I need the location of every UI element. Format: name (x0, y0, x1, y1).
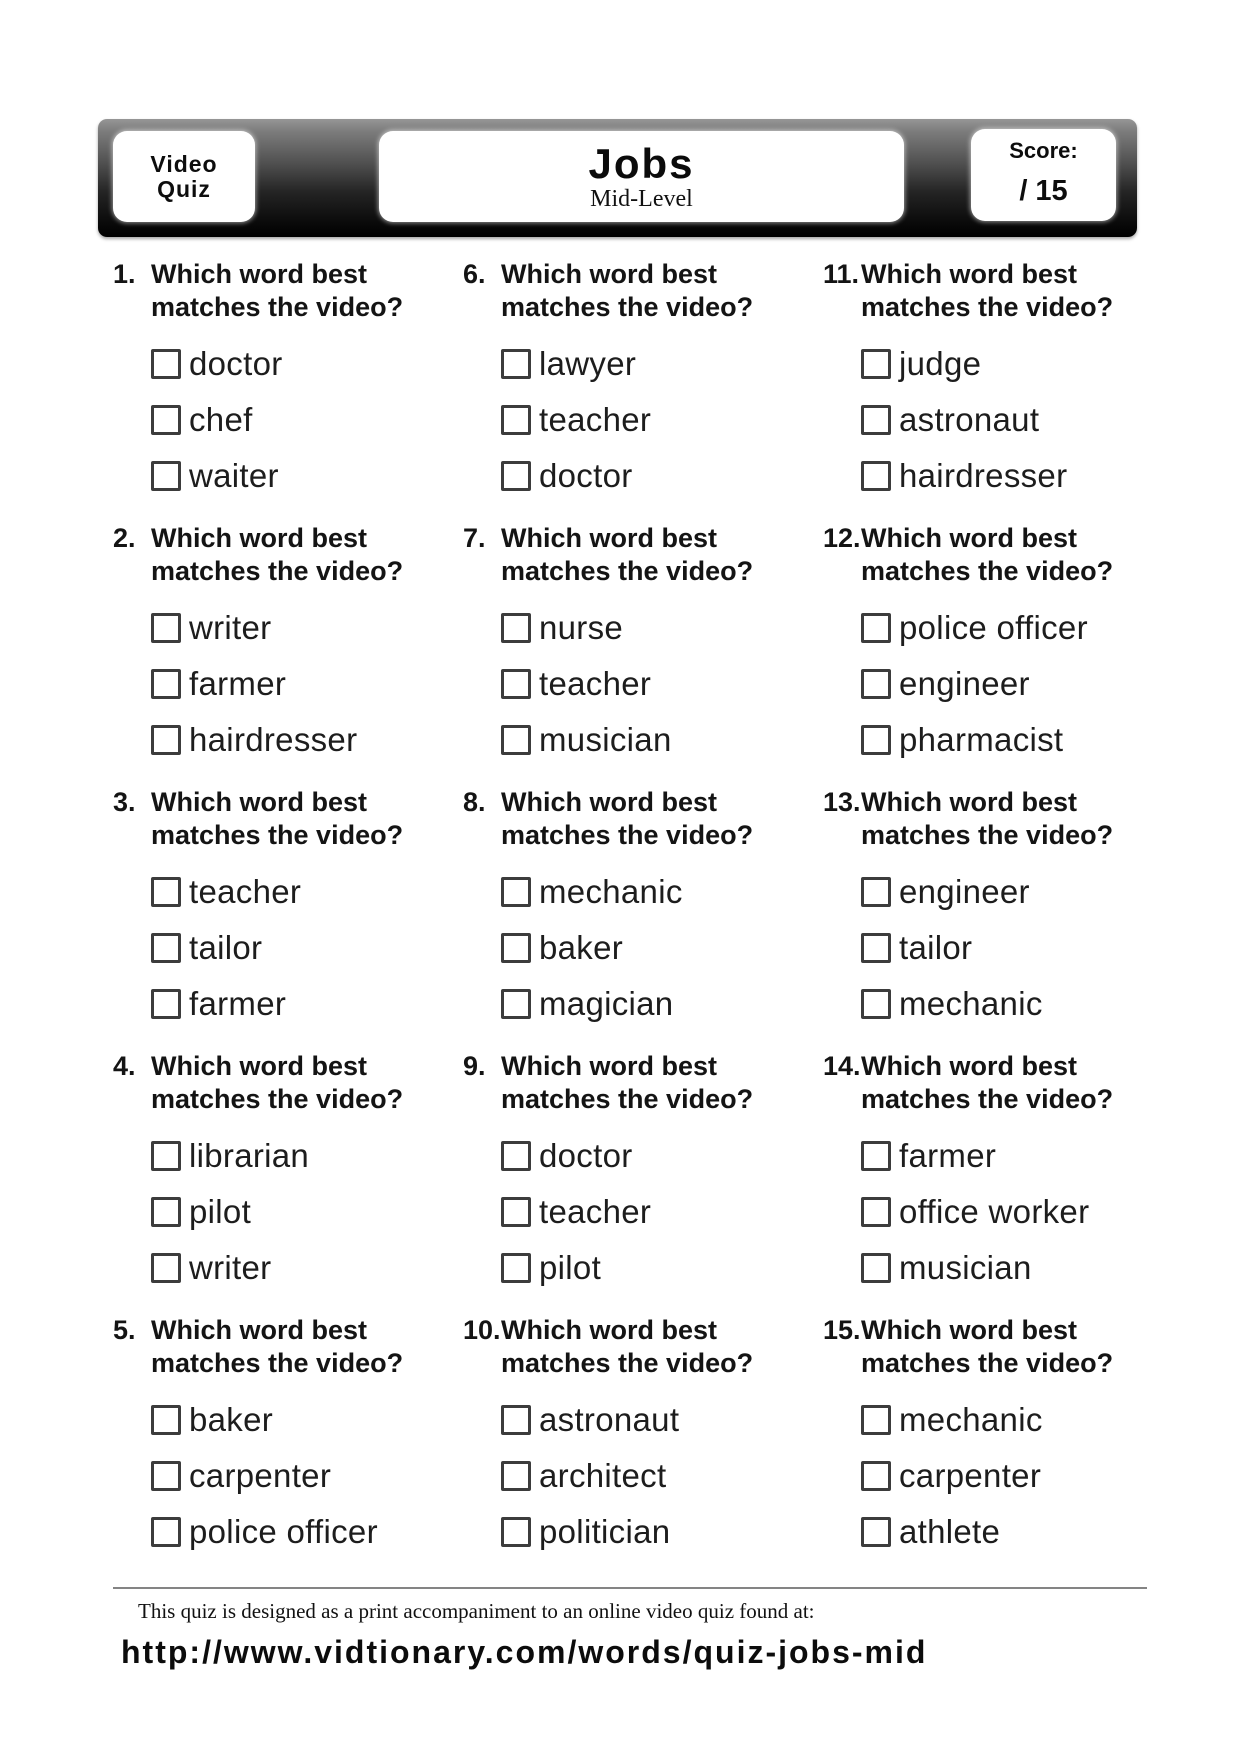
option-label: office worker (899, 1193, 1090, 1230)
options-list (501, 610, 798, 758)
question-prompt-line1: Which word best (861, 1315, 1077, 1345)
option-label: architect (539, 1457, 667, 1494)
option-label: musician (539, 721, 672, 758)
question-prompt (861, 1314, 1158, 1380)
option-label: tailor (899, 929, 973, 966)
option-checkbox[interactable] (861, 1253, 891, 1283)
option-row (861, 346, 1158, 382)
question-prompt-line2: matches the video? (151, 1084, 404, 1114)
option-checkbox[interactable] (861, 989, 891, 1019)
question-header (463, 786, 798, 852)
option-row (151, 722, 448, 758)
option-row (501, 930, 798, 966)
option-checkbox[interactable] (151, 1253, 181, 1283)
question-prompt (501, 786, 798, 852)
option-row (501, 1194, 798, 1230)
question-number: 12. (823, 523, 861, 553)
option-checkbox[interactable] (151, 669, 181, 699)
option-label: hairdresser (189, 721, 358, 758)
option-checkbox[interactable] (861, 1141, 891, 1171)
option-checkbox[interactable] (151, 725, 181, 755)
options-list (501, 1402, 798, 1550)
option-label: pilot (189, 1193, 252, 1230)
option-label: teacher (539, 401, 652, 438)
option-checkbox[interactable] (501, 669, 531, 699)
option-row (861, 986, 1158, 1022)
question-header (823, 522, 1158, 588)
option-row (501, 1514, 798, 1550)
question-prompt-line2: matches the video? (151, 1348, 404, 1378)
question-number: 5. (113, 1315, 136, 1345)
option-label: carpenter (899, 1457, 1042, 1494)
option-row (501, 610, 798, 646)
question-prompt-line2: matches the video? (861, 1084, 1114, 1114)
option-row (151, 874, 448, 910)
question-prompt (151, 1314, 448, 1380)
question-header (113, 1314, 448, 1380)
question-block-7 (463, 522, 798, 778)
option-label: waiter (189, 457, 279, 494)
question-block-6 (463, 258, 798, 514)
option-label: astronaut (899, 401, 1040, 438)
question-prompt (861, 1050, 1158, 1116)
option-checkbox[interactable] (861, 1405, 891, 1435)
question-prompt-line2: matches the video? (501, 292, 754, 322)
options-list (151, 1138, 448, 1286)
option-row (861, 1138, 1158, 1174)
question-number: 2. (113, 523, 136, 553)
option-checkbox[interactable] (861, 933, 891, 963)
footer-url: http://www.vidtionary.com/words/quiz-jobs-mid (121, 1634, 928, 1670)
question-block-4 (113, 1050, 448, 1306)
option-row (861, 1250, 1158, 1286)
option-checkbox[interactable] (501, 1197, 531, 1227)
option-checkbox[interactable] (861, 725, 891, 755)
option-label: writer (189, 609, 272, 646)
question-header (823, 1314, 1158, 1380)
question-prompt (151, 258, 448, 324)
option-row (501, 666, 798, 702)
option-label: pilot (539, 1249, 602, 1286)
option-checkbox[interactable] (501, 461, 531, 491)
option-label: carpenter (189, 1457, 332, 1494)
option-label: farmer (189, 985, 287, 1022)
question-number: 14. (823, 1051, 861, 1081)
option-checkbox[interactable] (151, 933, 181, 963)
question-block-2 (113, 522, 448, 778)
options-list (501, 1138, 798, 1286)
options-list (861, 874, 1158, 1022)
option-checkbox[interactable] (151, 613, 181, 643)
option-label: musician (899, 1249, 1032, 1286)
option-checkbox[interactable] (151, 461, 181, 491)
option-checkbox[interactable] (151, 405, 181, 435)
option-label: farmer (189, 665, 287, 702)
option-checkbox[interactable] (501, 349, 531, 379)
option-label: farmer (899, 1137, 997, 1174)
option-row (151, 1250, 448, 1286)
question-prompt-line1: Which word best (501, 259, 717, 289)
question-block-11 (823, 258, 1158, 514)
question-number: 8. (463, 787, 486, 817)
question-prompt-line2: matches the video? (861, 292, 1114, 322)
question-prompt-line1: Which word best (151, 1315, 367, 1345)
score-box (971, 129, 1116, 221)
question-prompt-line1: Which word best (861, 1051, 1077, 1081)
option-checkbox[interactable] (861, 349, 891, 379)
question-prompt (151, 786, 448, 852)
question-header (113, 258, 448, 324)
option-row (861, 458, 1158, 494)
question-header (463, 258, 798, 324)
option-checkbox[interactable] (501, 1253, 531, 1283)
question-prompt-line1: Which word best (151, 787, 367, 817)
option-row (861, 1402, 1158, 1438)
question-prompt (151, 522, 448, 588)
question-prompt (861, 258, 1158, 324)
question-number: 10. (463, 1315, 501, 1345)
option-checkbox[interactable] (861, 613, 891, 643)
question-block-12 (823, 522, 1158, 778)
options-list (861, 1402, 1158, 1550)
question-prompt-line2: matches the video? (151, 556, 404, 586)
options-list (861, 346, 1158, 494)
question-prompt (861, 522, 1158, 588)
option-checkbox[interactable] (501, 725, 531, 755)
question-prompt-line2: matches the video? (861, 820, 1114, 850)
option-checkbox[interactable] (151, 1141, 181, 1171)
option-checkbox[interactable] (861, 877, 891, 907)
question-prompt-line1: Which word best (501, 523, 717, 553)
option-row (501, 986, 798, 1022)
question-prompt-line2: matches the video? (861, 1348, 1114, 1378)
option-label: mechanic (899, 985, 1043, 1022)
options-list (151, 610, 448, 758)
quiz-title-box (379, 131, 904, 222)
question-prompt-line1: Which word best (861, 787, 1077, 817)
options-list (501, 346, 798, 494)
question-header (823, 1050, 1158, 1116)
question-number: 9. (463, 1051, 486, 1081)
question-prompt-line2: matches the video? (151, 820, 404, 850)
option-row (151, 1458, 448, 1494)
option-row (151, 1402, 448, 1438)
question-prompt-line1: Which word best (151, 523, 367, 553)
score-value: / 15 (1019, 175, 1068, 207)
option-row (151, 1138, 448, 1174)
option-label: police officer (899, 609, 1088, 646)
option-checkbox[interactable] (501, 1517, 531, 1547)
option-label: librarian (189, 1137, 310, 1174)
option-label: baker (189, 1401, 274, 1438)
options-list (501, 874, 798, 1022)
option-label: hairdresser (899, 457, 1068, 494)
option-label: chef (189, 401, 253, 438)
question-number: 1. (113, 259, 136, 289)
option-label: astronaut (539, 1401, 680, 1438)
option-label: engineer (899, 665, 1030, 702)
option-label: engineer (899, 873, 1030, 910)
footer-divider (113, 1587, 1147, 1589)
question-header (463, 1050, 798, 1116)
question-header (113, 786, 448, 852)
option-row (151, 458, 448, 494)
option-row (501, 1250, 798, 1286)
option-row (861, 1514, 1158, 1550)
option-row (151, 1514, 448, 1550)
option-checkbox[interactable] (501, 1141, 531, 1171)
question-prompt-line1: Which word best (501, 787, 717, 817)
question-block-3 (113, 786, 448, 1042)
question-header (113, 522, 448, 588)
question-header (823, 258, 1158, 324)
option-row (861, 666, 1158, 702)
option-row (501, 402, 798, 438)
question-prompt (501, 522, 798, 588)
option-label: tailor (189, 929, 263, 966)
option-row (861, 874, 1158, 910)
option-row (861, 1458, 1158, 1494)
option-checkbox[interactable] (861, 1461, 891, 1491)
option-checkbox[interactable] (501, 989, 531, 1019)
options-list (151, 874, 448, 1022)
option-label: writer (189, 1249, 272, 1286)
option-checkbox[interactable] (151, 989, 181, 1019)
question-header (463, 522, 798, 588)
option-label: judge (899, 345, 982, 382)
option-row (861, 722, 1158, 758)
question-block-14 (823, 1050, 1158, 1306)
option-row (151, 610, 448, 646)
option-row (501, 458, 798, 494)
question-prompt-line2: matches the video? (861, 556, 1114, 586)
question-prompt-line1: Which word best (501, 1315, 717, 1345)
option-row (501, 1458, 798, 1494)
option-checkbox[interactable] (501, 613, 531, 643)
option-row (861, 402, 1158, 438)
question-header (463, 1314, 798, 1380)
question-header (113, 1050, 448, 1116)
score-label: Score: (1009, 138, 1078, 163)
option-label: mechanic (539, 873, 683, 910)
option-row (861, 610, 1158, 646)
question-number: 3. (113, 787, 136, 817)
badge-line-2: Quiz (157, 175, 211, 202)
option-checkbox[interactable] (501, 933, 531, 963)
option-row (151, 986, 448, 1022)
option-label: police officer (189, 1513, 378, 1550)
question-prompt-line2: matches the video? (501, 820, 754, 850)
option-checkbox[interactable] (861, 1517, 891, 1547)
option-label: athlete (899, 1513, 1001, 1550)
quiz-subtitle: Mid-Level (590, 185, 693, 212)
footer-note: This quiz is designed as a print accompaniment to an online video quiz found at: (138, 1599, 815, 1623)
option-checkbox[interactable] (151, 1517, 181, 1547)
option-checkbox[interactable] (861, 405, 891, 435)
options-list (861, 1138, 1158, 1286)
question-block-15 (823, 1314, 1158, 1570)
option-row (501, 722, 798, 758)
option-label: doctor (189, 345, 283, 382)
question-block-8 (463, 786, 798, 1042)
options-list (151, 1402, 448, 1550)
question-prompt (861, 786, 1158, 852)
option-label: baker (539, 929, 624, 966)
option-checkbox[interactable] (151, 1405, 181, 1435)
option-label: teacher (539, 1193, 652, 1230)
question-prompt-line1: Which word best (151, 259, 367, 289)
option-checkbox[interactable] (151, 877, 181, 907)
option-label: nurse (539, 609, 624, 646)
option-label: lawyer (539, 345, 637, 382)
option-row (151, 666, 448, 702)
option-label: mechanic (899, 1401, 1043, 1438)
option-row (861, 1194, 1158, 1230)
question-prompt-line1: Which word best (501, 1051, 717, 1081)
question-prompt-line1: Which word best (861, 523, 1077, 553)
option-label: doctor (539, 457, 633, 494)
question-prompt-line2: matches the video? (501, 1084, 754, 1114)
option-label: politician (539, 1513, 671, 1550)
option-checkbox[interactable] (151, 1197, 181, 1227)
option-checkbox[interactable] (151, 1461, 181, 1491)
option-label: teacher (189, 873, 302, 910)
option-row (861, 930, 1158, 966)
option-checkbox[interactable] (861, 461, 891, 491)
question-block-10 (463, 1314, 798, 1570)
option-label: magician (539, 985, 674, 1022)
question-block-9 (463, 1050, 798, 1306)
option-row (501, 874, 798, 910)
question-prompt (501, 258, 798, 324)
option-row (151, 1194, 448, 1230)
option-row (151, 346, 448, 382)
option-checkbox[interactable] (501, 877, 531, 907)
options-list (861, 610, 1158, 758)
quiz-title: Jobs (588, 139, 695, 187)
option-checkbox[interactable] (501, 1405, 531, 1435)
question-prompt-line2: matches the video? (151, 292, 404, 322)
question-block-13 (823, 786, 1158, 1042)
video-quiz-badge (113, 131, 255, 222)
question-prompt (151, 1050, 448, 1116)
option-label: teacher (539, 665, 652, 702)
option-row (501, 346, 798, 382)
option-checkbox[interactable] (861, 1197, 891, 1227)
question-block-1 (113, 258, 448, 514)
badge-line-1: Video (150, 150, 218, 177)
option-row (501, 1138, 798, 1174)
question-prompt (501, 1314, 798, 1380)
question-number: 11. (823, 259, 860, 289)
question-prompt-line2: matches the video? (501, 556, 754, 586)
option-checkbox[interactable] (501, 1461, 531, 1491)
question-number: 7. (463, 523, 486, 553)
question-block-5 (113, 1314, 448, 1570)
question-header (823, 786, 1158, 852)
question-number: 13. (823, 787, 861, 817)
option-row (151, 930, 448, 966)
question-number: 4. (113, 1051, 136, 1081)
question-prompt (501, 1050, 798, 1116)
option-row (151, 402, 448, 438)
question-prompt-line1: Which word best (151, 1051, 367, 1081)
question-prompt-line2: matches the video? (501, 1348, 754, 1378)
question-number: 6. (463, 259, 486, 289)
option-checkbox[interactable] (501, 405, 531, 435)
option-checkbox[interactable] (861, 669, 891, 699)
question-number: 15. (823, 1315, 861, 1345)
options-list (151, 346, 448, 494)
option-label: pharmacist (899, 721, 1064, 758)
question-prompt-line1: Which word best (861, 259, 1077, 289)
option-row (501, 1402, 798, 1438)
option-label: doctor (539, 1137, 633, 1174)
option-checkbox[interactable] (151, 349, 181, 379)
